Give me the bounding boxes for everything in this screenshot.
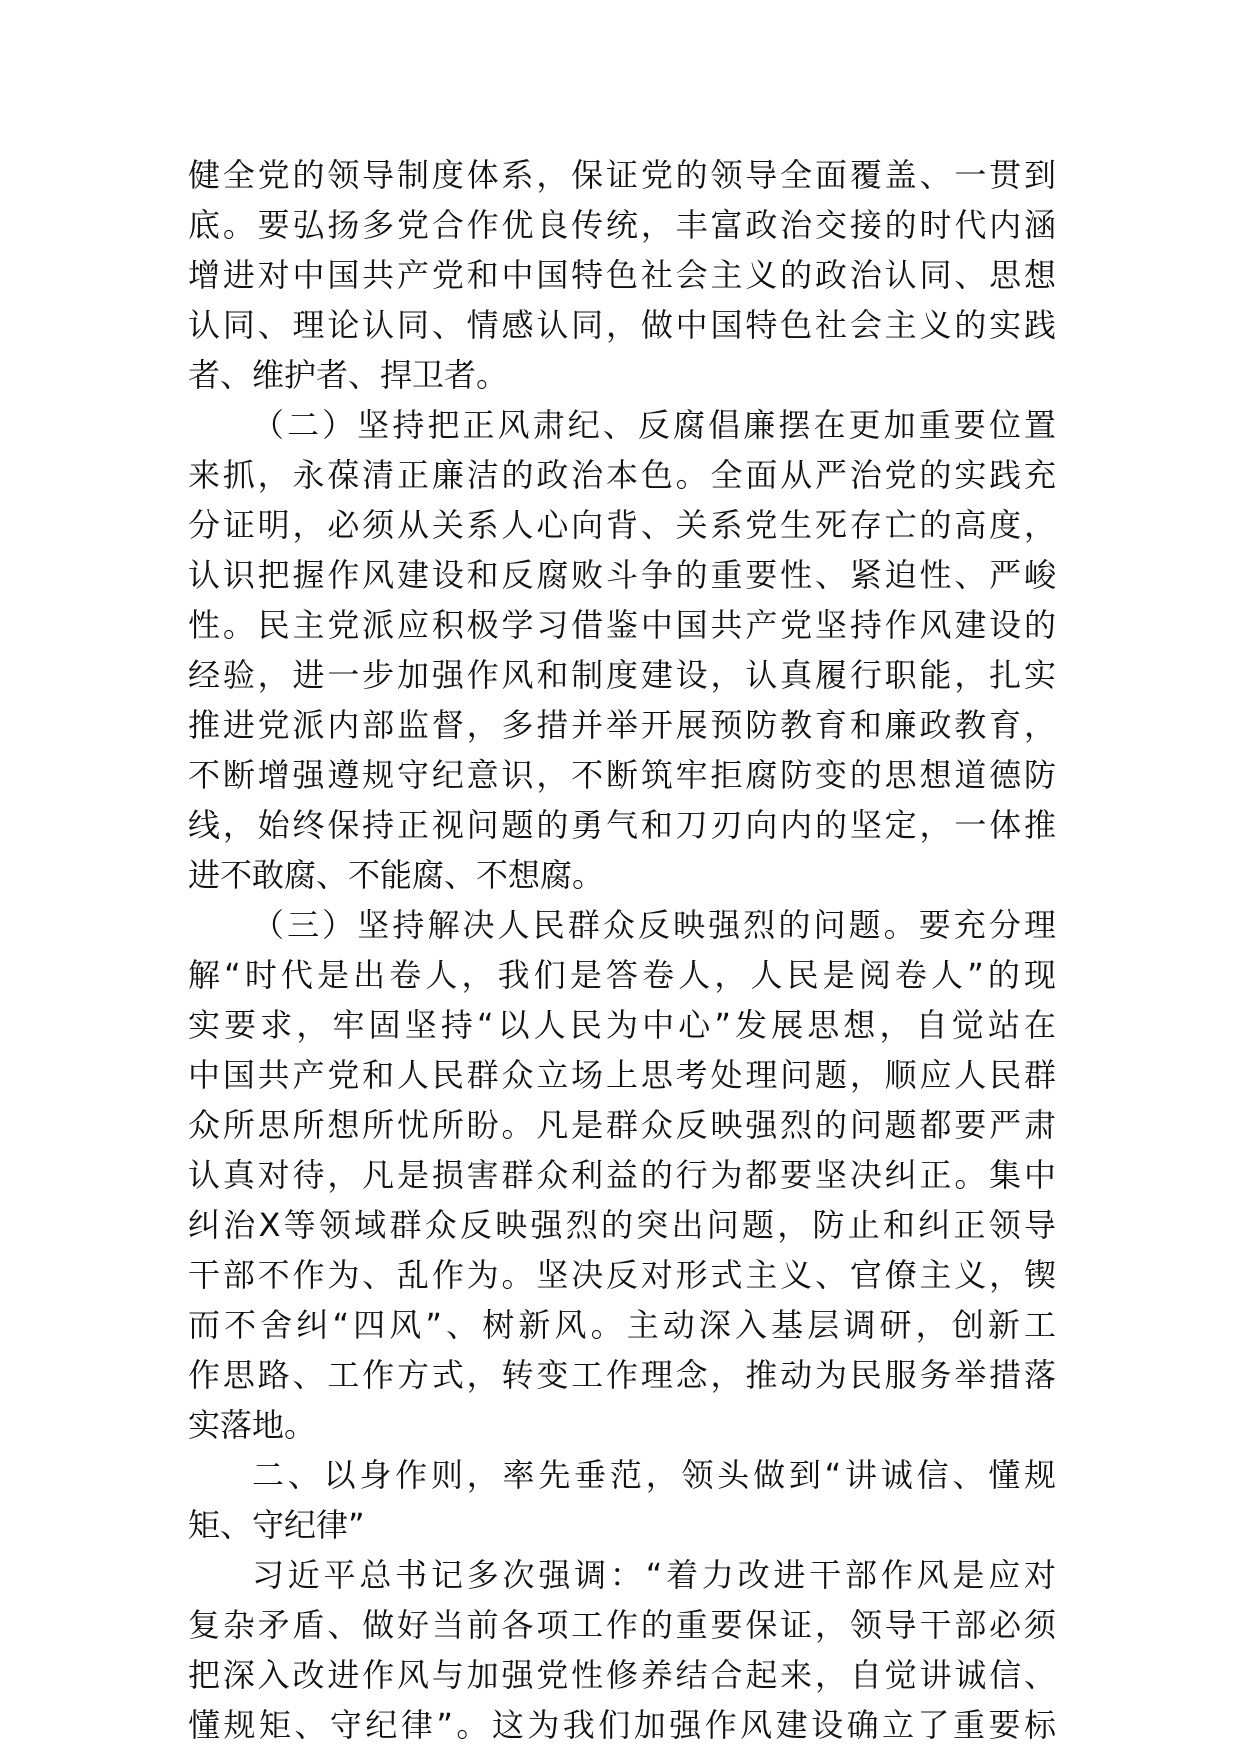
text-line: 性。民主党派应积极学习借鉴中国共产党坚持作风建设的 [188, 606, 1056, 644]
paragraph-5 [188, 1550, 1056, 1750]
paragraph-4 [188, 1450, 1056, 1550]
text-line: 实要求，牢固坚持“以人民为中心”发展思想，自觉站在 [188, 1006, 1056, 1044]
text-line: 认真对待，凡是损害群众利益的行为都要坚决纠正。集中 [188, 1156, 1056, 1194]
text-line: 线，始终保持正视问题的勇气和刀刃向内的坚定，一体推 [188, 806, 1056, 844]
section-heading-line: 二、以身作则，率先垂范，领头做到“讲诚信、懂规 [252, 1456, 1056, 1494]
document-page [188, 150, 1056, 1750]
text-line: 懂规矩、守纪律”。这为我们加强作风建设确立了重要标 [188, 1706, 1056, 1744]
text-line: 者、维护者、捍卫者。 [188, 356, 509, 394]
text-line: 推进党派内部监督，多措并举开展预防教育和廉政教育， [188, 706, 1056, 744]
text-line: 健全党的领导制度体系，保证党的领导全面覆盖、一贯到 [188, 156, 1056, 194]
text-line: 解“时代是出卷人，我们是答卷人，人民是阅卷人”的现 [188, 956, 1056, 994]
text-line: 认识把握作风建设和反腐败斗争的重要性、紧迫性、严峻 [188, 556, 1056, 594]
section-heading-line: （三）坚持解决人民群众反映强烈的问题。要充分理 [252, 906, 1056, 944]
text-line: 干部不作为、乱作为。坚决反对形式主义、官僚主义，锲 [188, 1256, 1056, 1294]
paragraph-3 [188, 900, 1056, 1450]
text-line: 习近平总书记多次强调：“着力改进干部作风是应对 [252, 1556, 1056, 1594]
text-line: 众所思所想所忧所盼。凡是群众反映强烈的问题都要严肃 [188, 1106, 1056, 1144]
text-line: 纠治X等领域群众反映强烈的突出问题，防止和纠正领导 [188, 1206, 1056, 1244]
text-line: 经验，进一步加强作风和制度建设，认真履行职能，扎实 [188, 656, 1056, 694]
text-line: 底。要弘扬多党合作优良传统，丰富政治交接的时代内涵 [188, 206, 1056, 244]
text-line: 中国共产党和人民群众立场上思考处理问题，顺应人民群 [188, 1056, 1056, 1094]
text-line: 认同、理论认同、情感认同，做中国特色社会主义的实践 [188, 306, 1056, 344]
paragraph-1 [188, 150, 1056, 400]
text-line: 分证明，必须从关系人心向背、关系党生死存亡的高度， [188, 506, 1056, 544]
text-line: 实落地。 [188, 1406, 317, 1444]
text-line: 作思路、工作方式，转变工作理念，推动为民服务举措落 [188, 1356, 1056, 1394]
paragraph-2 [188, 400, 1056, 900]
text-line: 进不敢腐、不能腐、不想腐。 [188, 856, 605, 894]
text-line: 复杂矛盾、做好当前各项工作的重要保证，领导干部必须 [188, 1606, 1056, 1644]
section-heading-line: （二）坚持把正风肃纪、反腐倡廉摆在更加重要位置 [252, 406, 1056, 444]
text-line: 增进对中国共产党和中国特色社会主义的政治认同、思想 [188, 256, 1056, 294]
text-line: 矩、守纪律” [188, 1506, 365, 1544]
text-line: 而不舍纠“四风”、树新风。主动深入基层调研，创新工 [188, 1306, 1056, 1344]
text-line: 来抓，永葆清正廉洁的政治本色。全面从严治党的实践充 [188, 456, 1056, 494]
text-line: 把深入改进作风与加强党性修养结合起来，自觉讲诚信、 [188, 1656, 1056, 1694]
text-line: 不断增强遵规守纪意识，不断筑牢拒腐防变的思想道德防 [188, 756, 1056, 794]
